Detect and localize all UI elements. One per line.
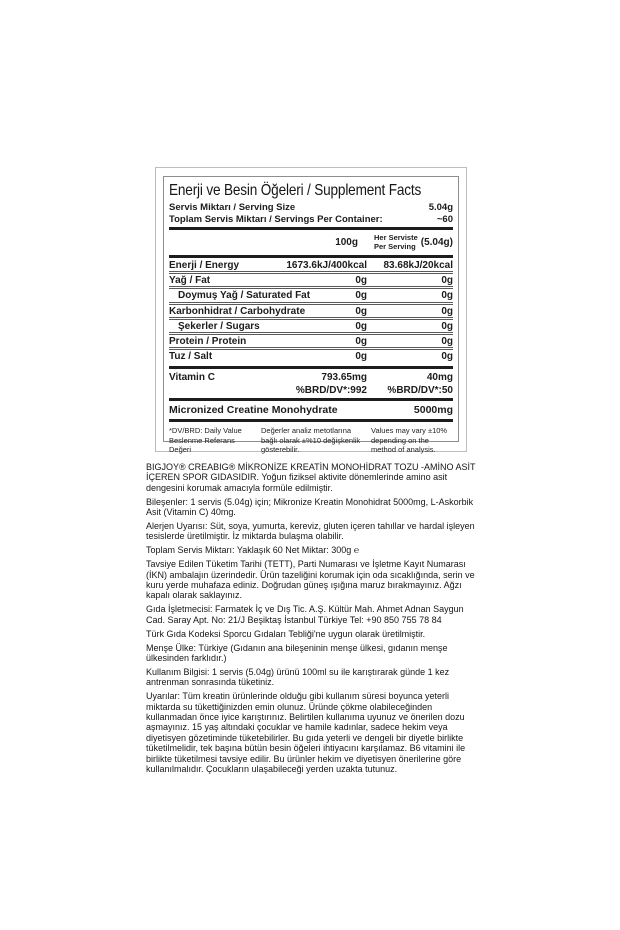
table-row-carbohydrate [169, 305, 453, 320]
footnote-row [169, 423, 453, 454]
divider-thick [169, 366, 453, 369]
divider-thick [169, 227, 453, 230]
paragraph-codex-compliance: Türk Gıda Kodeksi Sporcu Gıdaları Tebliği'ne uygun olarak üretilmiştir. [146, 628, 426, 639]
row-serving-value: 0g [441, 351, 453, 363]
row-label: Doymuş Yağ / Saturated Fat [178, 290, 311, 302]
row-per100-value: 0g [355, 290, 367, 302]
divider-thick [169, 419, 453, 422]
row-serving-value: 0g [441, 305, 453, 317]
row-serving-value: 0g [441, 290, 453, 302]
paragraph-allergen-warning: Alerjen Uyarısı: Süt, soya, yumurta, kereviz, gluten içeren tahıllar ve hardal işleyen tesislerde üretilmiştir. İz miktarda bulaşma olabilir. [146, 521, 475, 542]
panel-title: Enerji ve Besin Öğeleri / Supplement Facts [169, 182, 422, 199]
footnote-variance-en: Values may vary ±10% depending on the method of analysis. [371, 426, 448, 454]
creatine-value: 5000mg [413, 404, 453, 417]
table-row-sugars [169, 320, 453, 335]
table-row-vitamin-c [169, 370, 453, 397]
serving-size-row [169, 202, 453, 214]
footnote-variance-tr: Değerler analiz metotlarına bağlı olarak ±%10 değişkenlik gösterebilir. [261, 426, 361, 454]
paragraph-warnings: Uyarılar: Tüm kreatin ürünlerinde olduğu gibi kullanım süresi boyunca yeterli miktarda su tükettiğinizden emin olunuz. Üründe çökme olabileceğinden kullanmadan önce iyice karıştırınız. Belirtilen kullanıma uyunuz ve önerilen dozu aşmayınız. 15 yaş altındaki çocuklar ve hamile kadınlar, sadece hekim veya diyetisyen gözetiminde tüketebilirler. Bu gıda yeterli ve dengeli bir diyetle birlikte tüketilmelidir, tek başına bütün besin öğeleri ihtiyacını karşılamaz. B6 vitamini ile birlikte tüketilmesi tavsiye edilir. Bu ürünler hekim ve diyetisyen önerilerine göre kullanılmalıdır. Çocukların ulaşabileceği yerden uzakta tutunuz. [146, 691, 466, 775]
row-label: Enerji / Energy [169, 260, 240, 271]
table-row-creatine [169, 402, 453, 418]
supplement-facts-outer-frame [155, 167, 467, 452]
row-serving-value: 0g [441, 335, 453, 347]
table-row-energy [169, 259, 453, 274]
row-per100-value: 1673.6kJ/400kcal [286, 260, 367, 271]
column-header-per-serving [374, 234, 418, 251]
paragraph-product-description: BIGJOY® CREABIG® MİKRONİZE KREATİN MONOHİDRAT TOZU -AMİNO ASİT İÇEREN SPOR GIDASIDIR. Yoğun fiziksel aktivite dönemlerinde amino asit dengesini korumak amacıyla formüle edilmiştir. [146, 462, 476, 493]
table-row-protein [169, 335, 453, 350]
row-label: Protein / Protein [169, 335, 247, 347]
creatine-label: Micronized Creatine Monohydrate [169, 404, 338, 417]
divider-thick [169, 398, 453, 401]
row-serving-value: 0g [441, 275, 453, 287]
table-row-saturated-fat [169, 289, 453, 304]
row-per100-value: 0g [355, 335, 367, 347]
row-serving-value: 83.68kJ/20kcal [383, 260, 453, 271]
per-serving-line2: Per Serving [373, 241, 416, 251]
servings-per-container-label: Toplam Servis Miktarı / Servings Per Container: [169, 214, 383, 225]
row-label: Karbonhidrat / Carbohydrate [169, 305, 306, 317]
row-per100-value: 0g [355, 320, 367, 332]
supplement-facts-panel [163, 176, 459, 454]
paragraph-ingredients: Bileşenler: 1 servis (5.04g) için; Mikronize Kreatin Monohidrat 5000mg, L-Askorbik Asit (Vitamin C) 40mg. [146, 496, 474, 518]
vitamin-per100-dv: %BRD/DV*:992 [295, 385, 367, 397]
row-serving-value: 0g [441, 320, 453, 332]
vitamin-serving-dv: %BRD/DV*:50 [387, 385, 453, 397]
row-per100-value: 0g [355, 351, 367, 363]
row-label: Yağ / Fat [169, 275, 211, 287]
servings-per-container-value: ~60 [436, 214, 453, 225]
column-header-serving-amount: (5.04g) [420, 237, 453, 248]
paragraph-operator-address: Gıda İşletmecisi: Farmatek İç ve Dış Tic. A.Ş. Kültür Mah. Ahmet Adnan Saygun Cad. Saray Apt. No: 21/J Beşiktaş İstanbul Türkiye Tel: +90 850 755 78 84 [146, 604, 464, 625]
footnote-dv-definition: *DV/BRD: Daily Value Beslenme Referans Değeri [169, 426, 242, 454]
vitamin-per100-value: 793.65mg [321, 372, 367, 384]
paragraph-usage-info: Kullanım Bilgisi: 1 servis (5.04g) ürünü 100ml su ile karıştırarak günde 1 kez antrenman sonrasında tüketiniz. [146, 666, 450, 688]
row-per100-value: 0g [355, 305, 367, 317]
row-label: Tuz / Salt [169, 351, 213, 363]
per-serving-line1: Her Serviste [373, 233, 418, 242]
vitamin-serving-value: 40mg [426, 372, 453, 384]
paragraph-storage: Tavsiye Edilen Tüketim Tarihi (TETT), Parti Numarası ve İşletme Kayıt Numarası (İKN) ambalajın üzerindedir. Ürün tazeliğini korumak için oda sıcaklığında, serin ve kuru yerde muhafaza ediniz. Doğrudan güneş ışığına maruz bırakmayınız. Ağzı kapalı olarak saklayınız. [146, 559, 475, 601]
table-row-salt [169, 350, 453, 365]
regulatory-text-block [146, 462, 476, 778]
table-row-fat [169, 274, 453, 289]
row-per100-value: 0g [355, 275, 367, 287]
divider-thick [169, 255, 453, 258]
column-header-row [169, 231, 453, 254]
serving-size-label: Servis Miktarı / Serving Size [169, 202, 296, 213]
row-label: Şekerler / Sugars [178, 320, 260, 332]
column-header-100g: 100g [335, 237, 358, 248]
servings-per-container-row [169, 214, 453, 226]
row-label: Vitamin C [169, 372, 215, 384]
serving-size-value: 5.04g [428, 202, 453, 213]
paragraph-net-amount: Toplam Servis Miktarı: Yaklaşık 60 Net Miktar: 300g ℮ [146, 545, 360, 556]
paragraph-country-of-origin: Menşe Ülke: Türkiye (Gıdanın ana bileşeninin menşe ülkesi, gıdanın menşe ülkesinden farklıdır.) [146, 642, 448, 663]
